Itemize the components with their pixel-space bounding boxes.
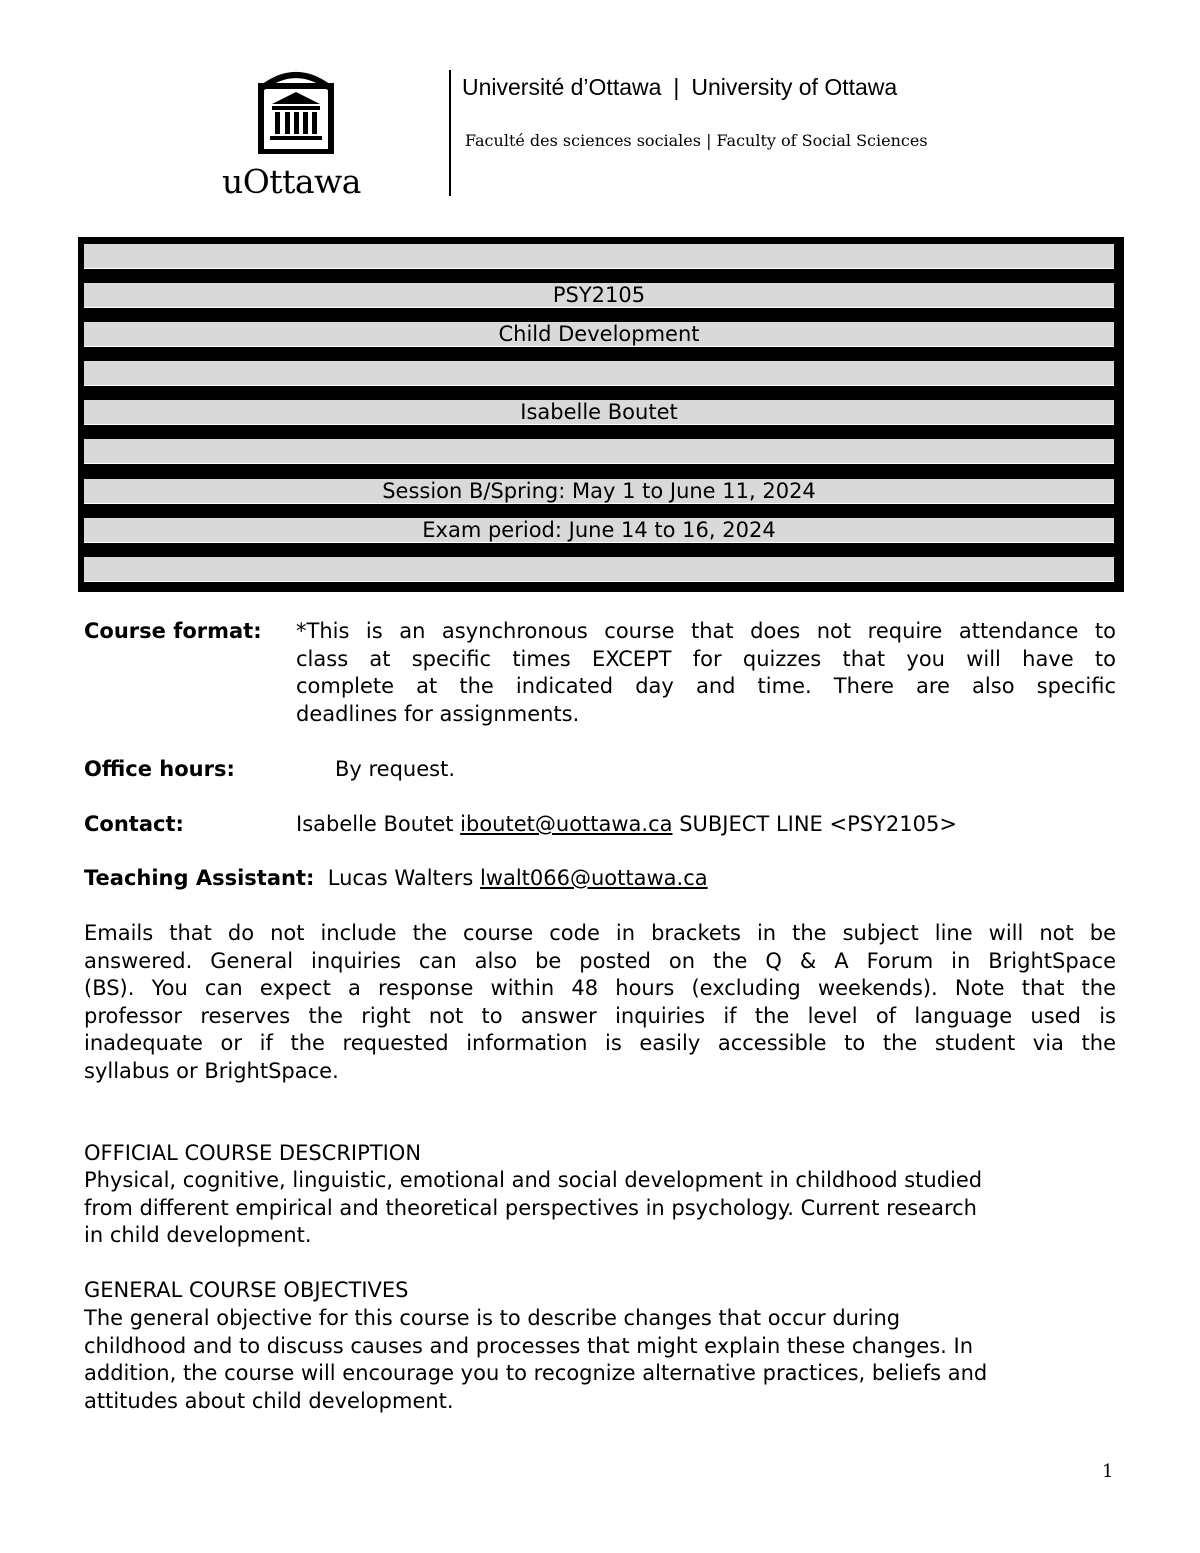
general-objectives-line: addition, the course will encourage you to recognize alternative practices, beliefs and bbox=[84, 1361, 988, 1385]
title-row-blank bbox=[84, 244, 1114, 269]
general-objectives-line: attitudes about child development. bbox=[84, 1388, 454, 1413]
official-description-line: from different empirical and theoretical perspectives in psychology. Current research bbox=[84, 1195, 977, 1220]
instructor-name: Isabelle Boutet bbox=[84, 400, 1114, 425]
general-objectives-heading: GENERAL COURSE OBJECTIVES bbox=[84, 1278, 409, 1302]
faculty-name: Faculté des sciences sociales | Faculty of Social Sciences bbox=[465, 131, 928, 150]
email-policy-line: inadequate or if the requested information is easily accessible to the student via the bbox=[84, 1031, 1116, 1055]
email-policy-line: (BS). You can expect a response within 48 hours (excluding weekends). Note that the bbox=[84, 976, 1116, 1000]
header-divider bbox=[449, 70, 451, 196]
general-objectives-line: The general objective for this course is to describe changes that occur during bbox=[84, 1306, 901, 1330]
title-row-blank bbox=[84, 439, 1114, 464]
email-policy-line: Emails that do not include the course code in brackets in the subject line will not be bbox=[84, 921, 1116, 945]
teaching-assistant-line bbox=[84, 865, 708, 893]
official-description-line: in child development. bbox=[84, 1223, 312, 1247]
email-policy-line: answered. General inquiries can also be posted on the Q & A Forum in BrightSpace bbox=[84, 948, 1116, 973]
official-description-text bbox=[84, 1167, 1116, 1250]
email-policy-line: professor reserves the right not to answer inquiries if the level of language used is bbox=[84, 1003, 1116, 1028]
course-title-block bbox=[78, 237, 1124, 592]
course-format-line: complete at the indicated day and time. There are also specific bbox=[296, 674, 1116, 698]
university-name-separator: | bbox=[673, 74, 680, 100]
course-format-text bbox=[296, 618, 1116, 728]
university-name-fr: Université d’Ottawa bbox=[462, 74, 662, 100]
email-policy-paragraph bbox=[84, 920, 1116, 1085]
course-format-line: class at specific times EXCEPT for quizzes that you will have to bbox=[296, 646, 1116, 671]
university-name-en: University of Ottawa bbox=[691, 74, 898, 100]
title-row-blank bbox=[84, 361, 1114, 386]
university-name bbox=[462, 72, 897, 102]
official-description-heading: OFFICIAL COURSE DESCRIPTION bbox=[84, 1141, 422, 1165]
page-number: 1 bbox=[1102, 1461, 1114, 1482]
course-format-line: *This is an asynchronous course that does not require attendance to bbox=[296, 619, 1116, 643]
official-description-line: Physical, cognitive, linguistic, emotional and social development in childhood studied bbox=[84, 1168, 983, 1192]
general-objectives-line: childhood and to discuss causes and processes that might explain these changes. In bbox=[84, 1333, 974, 1358]
course-title: Child Development bbox=[84, 322, 1114, 347]
contact-subject-note: SUBJECT LINE <PSY2105> bbox=[679, 812, 957, 836]
office-hours-label: Office hours: bbox=[84, 757, 235, 781]
teaching-assistant-email-link[interactable]: lwalt066@uottawa.ca bbox=[479, 866, 708, 890]
course-format-line: deadlines for assignments. bbox=[296, 701, 580, 726]
uottawa-crest-icon bbox=[258, 68, 334, 154]
course-format-label: Course format: bbox=[84, 619, 262, 643]
contact-label: Contact: bbox=[84, 812, 184, 836]
contact-email-link[interactable]: iboutet@uottawa.ca bbox=[460, 812, 673, 836]
office-hours-value: By request. bbox=[335, 757, 456, 781]
exam-period: Exam period: June 14 to 16, 2024 bbox=[84, 518, 1114, 543]
general-objectives-text bbox=[84, 1305, 1116, 1415]
title-row-blank bbox=[84, 557, 1114, 582]
teaching-assistant-label: Teaching Assistant: bbox=[84, 866, 315, 890]
teaching-assistant-name: Lucas Walters bbox=[327, 866, 474, 890]
uottawa-wordmark: uOttawa bbox=[222, 162, 361, 201]
email-policy-line: syllabus or BrightSpace. bbox=[84, 1058, 339, 1083]
course-code: PSY2105 bbox=[84, 283, 1114, 308]
contact-info bbox=[296, 811, 957, 839]
session-dates: Session B/Spring: May 1 to June 11, 2024 bbox=[84, 479, 1114, 504]
contact-name: Isabelle Boutet bbox=[296, 812, 454, 836]
